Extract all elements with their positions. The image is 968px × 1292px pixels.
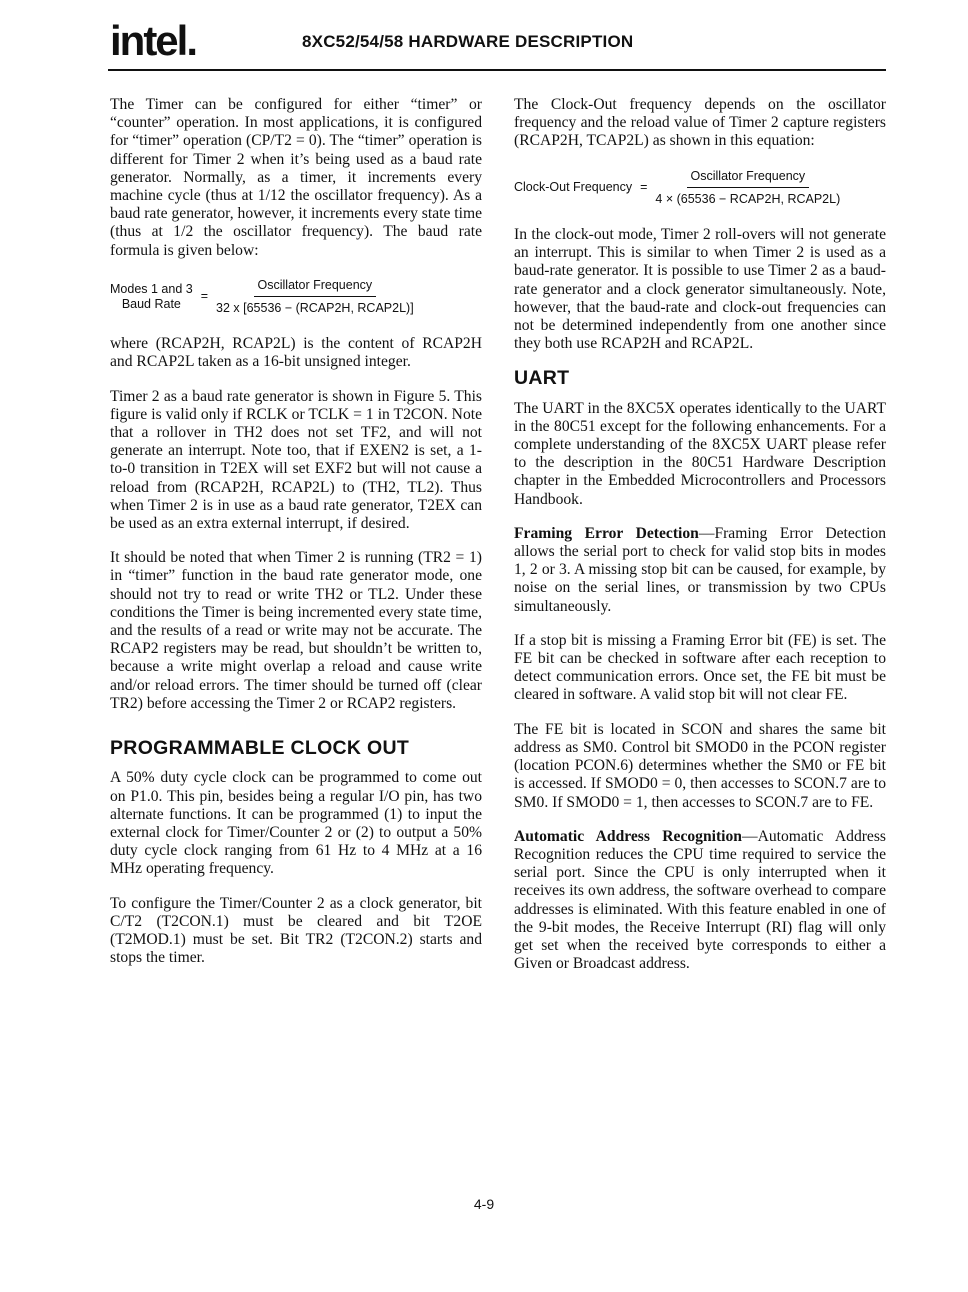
address-recognition-text: —Automatic Address Recognition reduces the CPU time required to service the serial port. Since the CPU is only interrupted when it receives its own address, the software overhead to compare addresses is eliminated. With this feature enabled in one of the 9-bit modes, the Receive Interrupt (RI) flag will only get set when the received byte corresponds to either a Given or Broadcast address. [514, 827, 886, 973]
uart-paragraph: The UART in the 8XC5X operates identically to the UART in the 80C51 except for the following enhancements. For a complete understanding of the 8XC5X UART please refer to the description in the 80C51 Hardware Description chapter in the Embedded Microcontrollers and Processors Handbook. [514, 399, 886, 508]
formula-equals: = [640, 180, 648, 195]
formula-lhs: Clock-Out Frequency [514, 179, 633, 194]
formula-numerator: Oscillator Frequency [254, 276, 377, 297]
formula-denominator: 32 x [65536 − (RCAP2H, RCAP2L)] [216, 301, 414, 316]
address-recognition-lead: Automatic Address Recognition [514, 827, 742, 845]
page-number: 4-9 [473, 1196, 495, 1212]
clock-out-paragraph: A 50% duty cycle clock can be programmed to come out on P1.0. This pin, besides being a regular I/O pin, has two alternate functions. It can be programmed (1) to input the external clock for Timer/Counter 2 or (2) to output a 50% duty cycle clock ranging from 61 Hz to 4 MHz at a 16 MHz operating frequency. [110, 769, 482, 878]
framing-error-lead: Framing Error Detection [514, 524, 699, 542]
intel-logo: intel. [110, 17, 197, 64]
framing-error-text: —Framing Error Detection allows the serial port to check for valid stop bits in modes 1, 2 or 3. A missing stop bit can be caused, for example, by noise on the serial lines, or transmission by two CPUs simultaneously. [514, 524, 886, 615]
section-heading-programmable-clock-out: PROGRAMMABLE CLOCK OUT [110, 737, 410, 760]
section-heading-uart: UART [514, 367, 570, 390]
clock-out-mode-paragraph: In the clock-out mode, Timer 2 roll-overs will not generate an interrupt. This is similar to when Timer 2 is used as a baud-rate generator. It is possible to use Timer 2 as a baud-rate generator and a clock generator simultaneously. Note, however, that the baud-rate and clock-out frequencies can not be determined independently from one another since they both use RCAP2H and RCAP2L. [514, 226, 886, 353]
formula-equals: = [200, 289, 209, 304]
page-header-title: 8XC52/54/58 HARDWARE DESCRIPTION [302, 32, 634, 51]
formula-lhs-line2: Baud Rate [121, 296, 181, 311]
timer-running-paragraph: It should be noted that when Timer 2 is running (TR2 = 1) in “timer” function in the baud rate generator mode, one should not try to read or write TH2 or TL2. Under these conditions the Timer is being incremented every state time, and the results of a read or write may not be accurate. The RCAP2 registers may be read, but shouldn’t be written to, because a write might overlap a reload and cause write and/or reload errors. The timer should be turned off (clear TR2) before accessing the Timer 2 or RCAP2 registers. [110, 549, 482, 712]
timer-config-paragraph: The Timer can be configured for either “timer” or “counter” operation. In most applications, it is configured for “timer” operation (CP/T2 = 0). The “timer” operation is different for Timer 2 when it’s being used as a baud rate generator. Normally, as a timer, it increments every machine cycle (thus at 1/12 the oscillator frequency). As a baud rate generator, however, it increments every state time (thus at 1/2 the oscillator frequency). The baud rate formula is given below: [110, 96, 482, 259]
formula-denominator: 4 × (65536 − RCAP2H, RCAP2L) [655, 191, 841, 206]
fe-bit-paragraph: The FE bit is located in SCON and shares the same bit address as SM0. Control bit SMOD0 in the PCON register (location PCON.6) determines whether the SM0 or FE bit is accessed. If SMOD0 = 0, then accesses to SCON.7 are to SM0. If SMOD0 = 1, then accesses to SCON.7 are to FE. [514, 720, 886, 811]
clock-out-frequency-paragraph: The Clock-Out frequency depends on the oscillator frequency and the reload value of Timer 2 capture registers (RCAP2H, TCAP2L) as shown in this equation: [514, 96, 886, 150]
header-rule [108, 69, 886, 71]
stop-bit-paragraph: If a stop bit is missing a Framing Error bit (FE) is set. The FE bit can be checked in software after each reception to detect communication errors. Once set, the FE bit must be cleared in software. A valid stop bit will not clear FE. [514, 631, 886, 704]
configure-clock-paragraph: To configure the Timer/Counter 2 as a clock generator, bit C/T2 (T2CON.1) must be cleared and bit T2OE (T2MOD.1) must be set. Bit TR2 (T2CON.2) starts and stops the timer. [110, 894, 482, 967]
formula-lhs-line1: Modes 1 and 3 [110, 281, 193, 296]
clock-out-formula [514, 167, 886, 208]
formula-numerator: Oscillator Frequency [687, 167, 810, 188]
baud-rate-formula [110, 276, 482, 317]
rcap-paragraph: where (RCAP2H, RCAP2L) is the content of RCAP2H and RCAP2L taken as a 16-bit unsigned integer. [110, 335, 482, 371]
framing-error-paragraph [514, 525, 886, 616]
left-column [110, 96, 482, 983]
address-recognition-paragraph [514, 828, 886, 974]
baud-generator-paragraph: Timer 2 as a baud rate generator is shown in Figure 5. This figure is valid only if RCLK or TCLK = 1 in T2CON. Note that a rollover in TH2 does not set TF2, and will not generate an interrupt. Note too, that if EXEN2 is set, a 1-to-0 transition in T2EX will set EXF2 but will not cause a reload from (RCAP2H, RCAP2L) to (TH2, TL2). Thus when Timer 2 is in use as a baud rate generator, T2EX can be used as an extra external interrupt, if desired. [110, 387, 482, 533]
right-column [514, 96, 886, 989]
